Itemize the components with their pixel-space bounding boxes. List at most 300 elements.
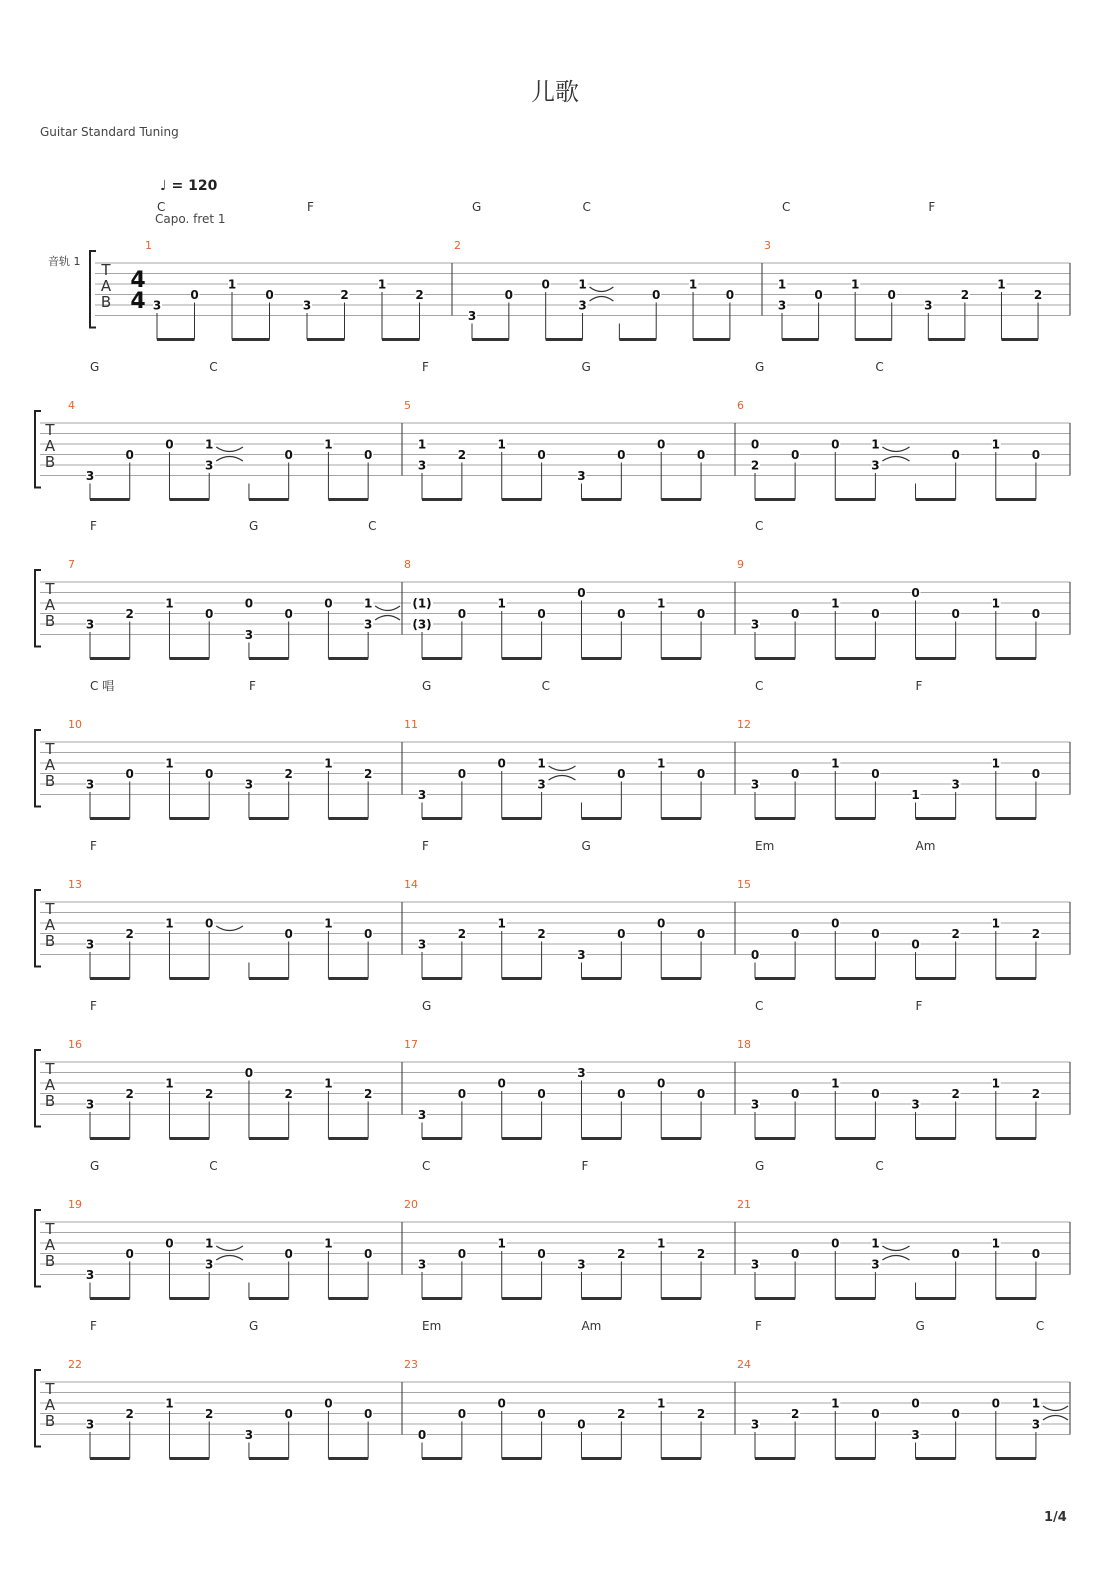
fret-number: 1: [497, 1236, 506, 1251]
tie-arc: [216, 1256, 243, 1261]
measure-number: 22: [68, 1358, 82, 1371]
fret-number: 0: [696, 448, 706, 462]
fret-number: 1: [578, 277, 587, 292]
time-signature-denominator: 4: [130, 289, 146, 314]
fret-number: 0: [790, 927, 800, 941]
measure-number: 21: [737, 1198, 751, 1211]
fret-number: 1: [324, 756, 333, 771]
tab-clef-a: A: [44, 756, 56, 774]
tie-arc: [216, 1246, 243, 1251]
fret-number: 1: [537, 756, 546, 771]
fret-number: 3: [244, 777, 254, 792]
tie-arc: [1043, 1406, 1068, 1411]
tie-arc: [375, 616, 400, 621]
fret-number: 0: [696, 1087, 706, 1101]
fret-number: 0: [125, 448, 134, 462]
chord-name: C: [541, 679, 550, 693]
fret-number: 0: [871, 1087, 880, 1101]
fret-number: 2: [617, 1247, 626, 1261]
fret-number: 0: [871, 1407, 880, 1421]
tab-clef-b: B: [44, 772, 56, 790]
tab-clef-t: T: [45, 580, 55, 598]
fret-number: 1: [991, 1236, 1000, 1251]
fret-number: 2: [1031, 1087, 1041, 1101]
fret-number: 1: [911, 788, 920, 802]
measure-number: 4: [68, 399, 75, 412]
fret-number: 3: [417, 1108, 427, 1122]
tab-clef-a: A: [44, 596, 56, 614]
chord-name: G: [472, 200, 482, 214]
chord-name: F: [915, 679, 923, 693]
fret-number: 1: [497, 437, 506, 452]
fret-number: 0: [911, 937, 920, 952]
fret-number: 0: [617, 607, 626, 621]
measure-number: 23: [404, 1358, 418, 1371]
fret-number: 0: [951, 1407, 960, 1421]
fret-number: 0: [831, 1236, 840, 1251]
fret-number: 0: [284, 927, 293, 941]
fret-number: 3: [302, 298, 312, 313]
fret-number: 2: [951, 927, 960, 941]
chord-name: G: [422, 999, 432, 1013]
fret-number: 0: [696, 767, 706, 781]
chord-name: C 唱: [90, 679, 115, 693]
fret-number: 3: [363, 617, 373, 632]
tab-clef-b: B: [44, 1252, 56, 1270]
fret-number: 3: [750, 1417, 760, 1432]
fret-number: 0: [951, 607, 960, 621]
fret-number: 1: [165, 916, 174, 931]
measure-number: 3: [764, 239, 771, 252]
song-title: 儿歌: [531, 78, 579, 106]
measure-number: 16: [68, 1038, 82, 1051]
fret-number: 0: [696, 927, 706, 941]
chord-name: C: [582, 200, 591, 214]
tab-clef-a: A: [44, 1396, 56, 1414]
fret-number: 0: [125, 1247, 134, 1261]
fret-number: 1: [1031, 1396, 1041, 1411]
fret-number: 3: [911, 1428, 920, 1442]
fret-number: 0: [497, 756, 506, 771]
fret-number: 0: [577, 586, 586, 600]
fret-number: 3: [577, 948, 586, 962]
fret-number: 0: [657, 916, 666, 931]
tab-clef-t: T: [45, 1220, 55, 1238]
fret-number: 0: [363, 1407, 373, 1421]
fret-number: 1: [165, 1396, 174, 1411]
fret-number: 2: [696, 1247, 706, 1261]
fret-number: 2: [125, 1407, 134, 1421]
chord-name: C: [422, 1159, 431, 1173]
fret-number: 3: [244, 1428, 254, 1442]
fret-number: 1: [991, 596, 1000, 611]
fret-number: 0: [657, 1076, 666, 1091]
fret-number: 1: [205, 1236, 214, 1251]
measure-number: 19: [68, 1198, 82, 1211]
chord-name: G: [755, 360, 765, 374]
fret-number: 0: [125, 767, 134, 781]
fret-number: 0: [831, 916, 840, 931]
fret-number: 0: [363, 448, 373, 462]
tab-clef-b: B: [44, 612, 56, 630]
tab-clef-t: T: [45, 740, 55, 758]
fret-number: 1: [991, 437, 1000, 452]
chord-name: Am: [915, 839, 936, 853]
tie-arc: [375, 606, 400, 611]
chord-name: G: [90, 1159, 100, 1173]
fret-number: 2: [284, 767, 293, 781]
fret-number: 0: [165, 437, 174, 452]
chord-name: F: [248, 679, 256, 693]
tie-arc: [882, 1256, 909, 1261]
system-bracket: [35, 890, 41, 967]
tie-arc: [1043, 1416, 1068, 1421]
fret-number: 1: [657, 596, 666, 611]
fret-number: 0: [284, 1247, 293, 1261]
fret-number: 2: [125, 1087, 134, 1101]
fret-number: 0: [363, 927, 373, 941]
tie-arc: [882, 447, 909, 452]
chord-name: F: [90, 999, 97, 1013]
tuning-label: Guitar Standard Tuning: [40, 125, 179, 139]
track-name: 音轨 1: [48, 255, 81, 268]
fret-number: 0: [911, 586, 920, 600]
tie-arc: [882, 1246, 909, 1251]
tab-clef-t: T: [45, 421, 55, 439]
fret-number: 0: [244, 1066, 254, 1080]
fret-number: 0: [537, 607, 546, 621]
chord-name: G: [248, 1319, 259, 1333]
time-signature-numerator: 4: [130, 268, 146, 293]
measure-number: 20: [404, 1198, 418, 1211]
chord-name: C: [209, 360, 218, 374]
fret-number: 3: [577, 1257, 586, 1272]
fret-number: 2: [415, 288, 424, 302]
chord-name: G: [581, 360, 591, 374]
tab-clef-t: T: [101, 261, 111, 279]
fret-number: 1: [688, 277, 698, 292]
measure-number: 18: [737, 1038, 751, 1051]
fret-number: 2: [617, 1407, 626, 1421]
chord-name: C: [755, 679, 764, 693]
fret-number: (1): [412, 596, 432, 611]
chord-name: C: [782, 200, 791, 214]
chord-name: C: [875, 360, 884, 374]
fret-number: 0: [871, 607, 880, 621]
tie-arc: [216, 457, 243, 462]
fret-number: 1: [497, 596, 506, 611]
fret-number: 0: [457, 767, 467, 781]
fret-number: 0: [652, 288, 661, 302]
quarter-note-icon: ♩: [160, 178, 167, 194]
fret-number: 3: [1031, 1417, 1041, 1432]
fret-number: 1: [997, 277, 1006, 292]
fret-number: 1: [165, 596, 174, 611]
tab-clef-a: A: [100, 277, 112, 295]
tab-clef-a: A: [44, 1076, 56, 1094]
fret-number: 3: [85, 617, 95, 632]
fret-number: 1: [831, 596, 840, 611]
tab-clef-a: A: [44, 916, 56, 934]
fret-number: 0: [790, 1247, 800, 1261]
measure-number: 8: [404, 558, 411, 571]
fret-number: 1: [831, 1076, 840, 1091]
chord-name: G: [422, 679, 432, 693]
tab-clef-t: T: [45, 900, 55, 918]
fret-number: 1: [165, 756, 174, 771]
fret-number: 3: [777, 298, 787, 313]
fret-number: 0: [951, 448, 960, 462]
fret-number: 2: [1033, 288, 1043, 302]
fret-number: 3: [205, 1257, 214, 1272]
chord-name: F: [90, 839, 97, 853]
fret-number: 3: [750, 1257, 760, 1272]
fret-number: 3: [85, 937, 95, 952]
fret-number: 0: [1031, 607, 1041, 621]
fret-number: 3: [85, 1417, 95, 1432]
fret-number: 2: [125, 927, 134, 941]
measure-number: 10: [68, 718, 82, 731]
chord-name: C: [755, 519, 764, 533]
chord-name: F: [90, 1319, 97, 1333]
fret-number: 2: [457, 927, 467, 941]
fret-number: 1: [991, 1076, 1000, 1091]
fret-number: 1: [657, 1236, 666, 1251]
system-bracket: [90, 251, 96, 328]
fret-number: 1: [324, 1236, 333, 1251]
fret-number: 1: [657, 1396, 666, 1411]
system-bracket: [35, 730, 41, 807]
fret-number: (3): [412, 617, 432, 632]
fret-number: 3: [205, 458, 214, 473]
fret-number: 3: [577, 1066, 586, 1080]
fret-number: 0: [457, 1087, 467, 1101]
measure-number: 2: [454, 239, 461, 252]
fret-number: 2: [340, 288, 349, 302]
fret-number: 0: [951, 1247, 960, 1261]
fret-number: 1: [657, 756, 666, 771]
tie-arc: [549, 766, 576, 771]
chord-name: G: [915, 1319, 925, 1333]
fret-number: 2: [537, 927, 546, 941]
tab-clef-b: B: [44, 1092, 56, 1110]
chord-name: G: [755, 1159, 765, 1173]
fret-number: 3: [417, 1257, 427, 1272]
chord-name: F: [307, 200, 314, 214]
fret-number: 0: [657, 437, 666, 452]
fret-number: 0: [497, 1396, 506, 1411]
fret-number: 3: [417, 937, 427, 952]
chord-name: Em: [755, 839, 775, 853]
page-number: 1/4: [1044, 1510, 1067, 1525]
tie-arc: [882, 457, 909, 462]
chord-name: G: [581, 839, 591, 853]
fret-number: 0: [1031, 1247, 1041, 1261]
fret-number: 2: [363, 1087, 373, 1101]
fret-number: 1: [871, 437, 880, 452]
fret-number: 1: [205, 437, 214, 452]
tie-arc: [590, 297, 614, 302]
chord-name: C: [157, 200, 166, 214]
system-bracket: [35, 570, 41, 647]
tab-clef-a: A: [44, 437, 56, 455]
fret-number: 0: [504, 288, 514, 302]
fret-number: 1: [324, 1076, 333, 1091]
fret-number: 0: [537, 1407, 546, 1421]
fret-number: 0: [244, 596, 254, 611]
chord-name: G: [90, 360, 100, 374]
fret-number: 0: [790, 1087, 800, 1101]
measure-number: 15: [737, 878, 751, 891]
fret-number: 0: [577, 1417, 586, 1432]
fret-number: 0: [265, 288, 274, 302]
fret-number: 1: [324, 916, 333, 931]
tab-clef-b: B: [44, 1412, 56, 1430]
measure-number: 17: [404, 1038, 418, 1051]
fret-number: 2: [960, 288, 970, 302]
fret-number: 0: [790, 607, 800, 621]
fret-number: 2: [457, 448, 467, 462]
measure-number: 9: [737, 558, 744, 571]
chord-name: F: [755, 1319, 762, 1333]
fret-number: 1: [165, 1076, 174, 1091]
fret-number: 2: [205, 1087, 214, 1101]
fret-number: 3: [85, 1268, 95, 1282]
tie-arc: [216, 447, 243, 452]
chord-name: F: [928, 200, 936, 214]
fret-number: 2: [696, 1407, 706, 1421]
chord-name: C: [368, 519, 377, 533]
fret-number: 0: [814, 288, 823, 302]
measure-number: 1: [145, 239, 152, 252]
tab-clef-b: B: [100, 293, 112, 311]
chord-name: Am: [581, 1319, 602, 1333]
fret-number: 1: [497, 916, 506, 931]
measure-number: 6: [737, 399, 744, 412]
fret-number: 2: [125, 607, 134, 621]
fret-number: 0: [165, 1236, 174, 1251]
fret-number: 0: [537, 448, 546, 462]
fret-number: 1: [324, 437, 333, 452]
chord-name: F: [422, 839, 429, 853]
fret-number: 0: [617, 767, 626, 781]
tab-clef-b: B: [44, 453, 56, 471]
fret-number: 2: [790, 1407, 800, 1421]
fret-number: 0: [537, 1087, 546, 1101]
fret-number: 0: [457, 1247, 467, 1261]
fret-number: 3: [417, 788, 427, 802]
tab-clef-a: A: [44, 1236, 56, 1254]
fret-number: 3: [577, 469, 586, 483]
fret-number: 0: [725, 288, 735, 302]
fret-number: 0: [457, 1407, 467, 1421]
chord-name: F: [422, 360, 429, 374]
tab-clef-t: T: [45, 1060, 55, 1078]
fret-number: 3: [152, 298, 162, 313]
fret-number: 0: [284, 1407, 293, 1421]
fret-number: 0: [750, 437, 760, 452]
fret-number: 0: [541, 277, 550, 292]
system-bracket: [35, 1370, 41, 1447]
fret-number: 0: [363, 1247, 373, 1261]
tie-arc: [590, 287, 614, 292]
fret-number: 0: [205, 916, 214, 931]
fret-number: 3: [911, 1097, 920, 1112]
fret-number: 3: [750, 617, 760, 632]
fret-number: 0: [324, 596, 333, 611]
fret-number: 0: [831, 437, 840, 452]
fret-number: 3: [85, 1097, 95, 1112]
chord-name: F: [581, 1159, 589, 1173]
tie-arc: [549, 776, 576, 781]
fret-number: 2: [205, 1407, 214, 1421]
fret-number: 3: [467, 309, 477, 323]
fret-number: 3: [871, 1257, 880, 1272]
chord-name: C: [209, 1159, 218, 1173]
fret-number: 0: [190, 288, 199, 302]
chord-name: C: [1035, 1319, 1045, 1333]
fret-number: 0: [790, 448, 800, 462]
fret-number: 1: [871, 1236, 880, 1251]
measure-number: 11: [404, 718, 418, 731]
capo-label: Capo. fret 1: [155, 212, 226, 226]
system-bracket: [35, 1050, 41, 1127]
fret-number: 3: [951, 777, 960, 792]
fret-number: 0: [911, 1396, 920, 1411]
fret-number: 1: [850, 277, 860, 292]
measure-number: 5: [404, 399, 411, 412]
fret-number: 1: [777, 277, 787, 292]
fret-number: 3: [85, 469, 95, 483]
fret-number: 1: [377, 277, 387, 292]
fret-number: 0: [497, 1076, 506, 1091]
fret-number: 0: [617, 1087, 626, 1101]
fret-number: 0: [205, 767, 214, 781]
tempo-value: = 120: [171, 178, 218, 194]
fret-number: 0: [537, 1247, 546, 1261]
fret-number: 2: [750, 458, 760, 473]
fret-number: 3: [537, 777, 546, 792]
fret-number: 0: [205, 607, 214, 621]
measure-number: 7: [68, 558, 75, 571]
fret-number: 0: [696, 607, 706, 621]
measure-number: 12: [737, 718, 751, 731]
fret-number: 0: [991, 1396, 1000, 1411]
chord-name: C: [755, 999, 764, 1013]
fret-number: 3: [871, 458, 880, 473]
fret-number: 1: [227, 277, 237, 292]
tab-clef-t: T: [45, 1380, 55, 1398]
chord-name: F: [90, 519, 97, 533]
fret-number: 3: [750, 1097, 760, 1112]
fret-number: 0: [284, 448, 293, 462]
fret-number: 0: [324, 1396, 333, 1411]
fret-number: 0: [871, 927, 880, 941]
measure-number: 14: [404, 878, 418, 891]
fret-number: 0: [750, 948, 760, 962]
tie-arc: [216, 926, 243, 931]
measure-number: 24: [737, 1358, 751, 1371]
fret-number: 3: [244, 628, 254, 642]
fret-number: 1: [417, 437, 427, 452]
fret-number: 2: [363, 767, 373, 781]
fret-number: 0: [457, 607, 467, 621]
fret-number: 1: [831, 1396, 840, 1411]
fret-number: 0: [887, 288, 896, 302]
fret-number: 1: [363, 596, 373, 611]
fret-number: 2: [284, 1087, 293, 1101]
fret-number: 0: [1031, 448, 1041, 462]
